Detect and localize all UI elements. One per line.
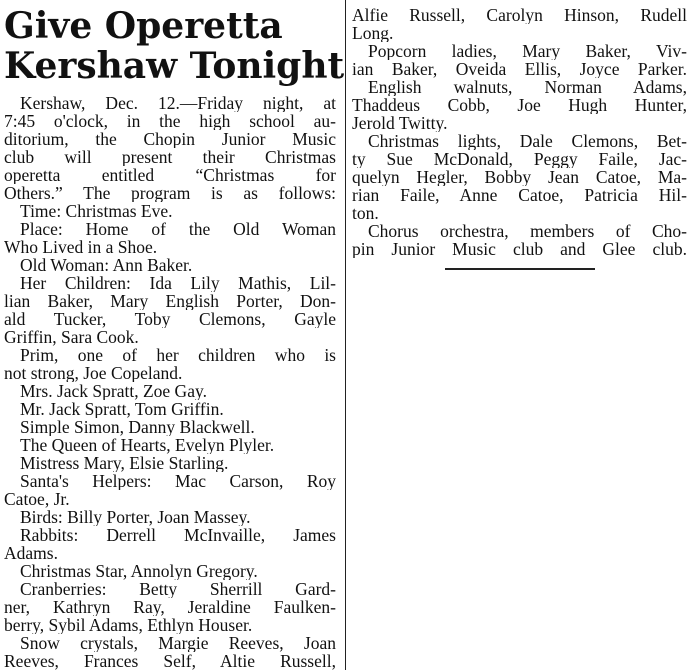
article-line: 7:45 o'clock, in the high school au- [4,112,336,130]
article-line: Old Woman: Ann Baker. [20,256,193,274]
article-line: Cranberries: Betty Sherrill Gard- [20,580,336,598]
article-line: quelyn Hegler, Bobby Jean Catoe, Ma- [352,168,687,186]
headline-line-1: Give Operetta [4,5,283,47]
article-line: Birds: Billy Porter, Joan Massey. [20,508,251,526]
article-line: berry, Sybil Adams, Ethlyn Houser. [4,616,253,634]
article-line: Popcorn ladies, Mary Baker, Viv- [368,42,687,60]
article-line: Reeves, Frances Self, Altie Russell, [4,652,336,670]
article-line: Mistress Mary, Elsie Starling. [20,454,229,472]
article-line: ald Tucker, Toby Clemons, Gayle [4,310,336,328]
article-line: Chorus orchestra, members of Cho- [368,222,687,240]
article-line: club will present their Christmas [4,148,336,166]
article-line: Who Lived in a Shoe. [4,238,158,256]
end-rule [445,268,595,270]
column-left [4,5,345,670]
article-line: Snow crystals, Margie Reeves, Joan [20,634,336,652]
article-line: Prim, one of her children who is [20,346,336,364]
article-line: Griffin, Sara Cook. [4,328,139,346]
article-line: Her Children: Ida Lily Mathis, Lil- [20,274,336,292]
article-line: Kershaw, Dec. 12.—Friday night, at [20,94,336,112]
article-line: Rabbits: Derrell McInvaille, James [20,526,336,544]
article-line: Alfie Russell, Carolyn Hinson, Rudell [352,6,687,24]
article-line: Place: Home of the Old Woman [20,220,336,238]
article-line: Thaddeus Cobb, Joe Hugh Hunter, [352,96,687,114]
article-line: Adams. [4,544,58,562]
column-right [352,6,687,270]
article-line: not strong, Joe Copeland. [4,364,183,382]
article-line: ian Baker, Oveida Ellis, Joyce Parker. [352,60,687,78]
article-line: ty Sue McDonald, Peggy Faile, Jac- [352,150,687,168]
article-line: Others.” The program is as follows: [4,184,336,202]
article-line: ditorium, the Chopin Junior Music [4,130,336,148]
article-line: rian Faile, Anne Catoe, Patricia Hil- [352,186,687,204]
article-line: English walnuts, Norman Adams, [368,78,687,96]
article-line: operetta entitled “Christmas for [4,166,336,184]
article-line: Catoe, Jr. [4,490,70,508]
article-line: ner, Kathryn Ray, Jeraldine Faulken- [4,598,336,616]
article-line: Time: Christmas Eve. [20,202,173,220]
article-body-left [4,94,336,670]
article-line: Christmas lights, Dale Clemons, Bet- [368,132,687,150]
article-body-right [352,6,687,258]
column-rule [345,0,346,670]
article-line: Mrs. Jack Spratt, Zoe Gay. [20,382,207,400]
article-line: Mr. Jack Spratt, Tom Griffin. [20,400,224,418]
article-line: Christmas Star, Annolyn Gregory. [20,562,258,580]
article-line: Santa's Helpers: Mac Carson, Roy [20,472,336,490]
headline-line-2: Kershaw Tonight [4,45,345,87]
article-line: The Queen of Hearts, Evelyn Plyler. [20,436,275,454]
headline [4,5,345,87]
article-line: lian Baker, Mary English Porter, Don- [4,292,336,310]
article-line: Long. [352,24,394,42]
article-line: Simple Simon, Danny Blackwell. [20,418,255,436]
article-line: Jerold Twitty. [352,114,448,132]
article-line: ton. [352,204,379,222]
article-line: pin Junior Music club and Glee club. [352,240,687,258]
